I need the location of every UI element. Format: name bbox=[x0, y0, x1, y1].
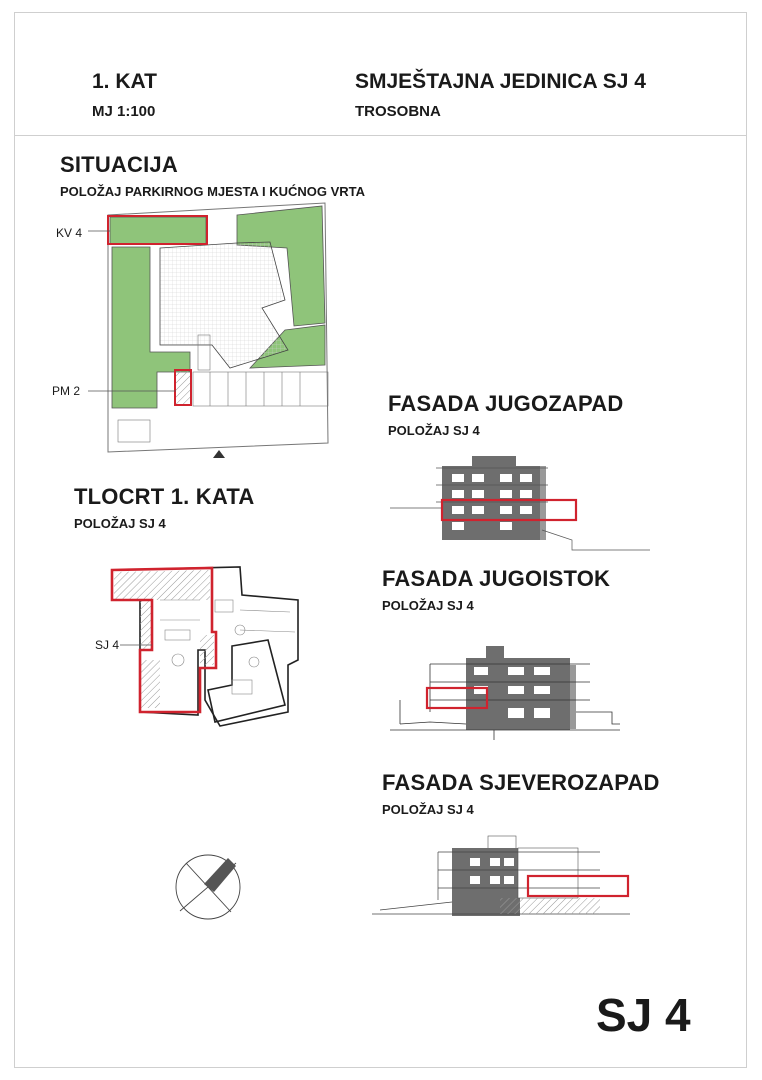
unit-type: TROSOBNA bbox=[355, 103, 441, 120]
facade-se-title: FASADA JUGOISTOK bbox=[382, 566, 611, 591]
floorplan-unit-label: SJ 4 bbox=[95, 638, 120, 652]
footer-unit-code: SJ 4 bbox=[596, 989, 691, 1041]
unit-title: SMJEŠTAJNA JEDINICA SJ 4 bbox=[355, 70, 646, 93]
situacija-subtitle: POLOŽAJ PARKIRNOG MJESTA I KUĆNOG VRTA bbox=[60, 184, 366, 199]
scale-label: MJ 1:100 bbox=[92, 103, 156, 120]
facade-sw-subtitle: POLOŽAJ SJ 4 bbox=[388, 423, 480, 438]
floorplan-subtitle: POLOŽAJ SJ 4 bbox=[74, 516, 166, 531]
situacija-title: SITUACIJA bbox=[60, 152, 178, 177]
facade-se-subtitle: POLOŽAJ SJ 4 bbox=[382, 598, 474, 613]
parking-label: PM 2 bbox=[52, 384, 81, 398]
floorplan-title: TLOCRT 1. KATA bbox=[74, 484, 255, 509]
facade-nw-title: FASADA SJEVEROZAPAD bbox=[382, 770, 660, 795]
garden-label: KV 4 bbox=[56, 226, 83, 240]
floor-title: 1. KAT bbox=[92, 70, 157, 93]
facade-nw-subtitle: POLOŽAJ SJ 4 bbox=[382, 802, 474, 817]
facade-sw-title: FASADA JUGOZAPAD bbox=[388, 391, 624, 416]
